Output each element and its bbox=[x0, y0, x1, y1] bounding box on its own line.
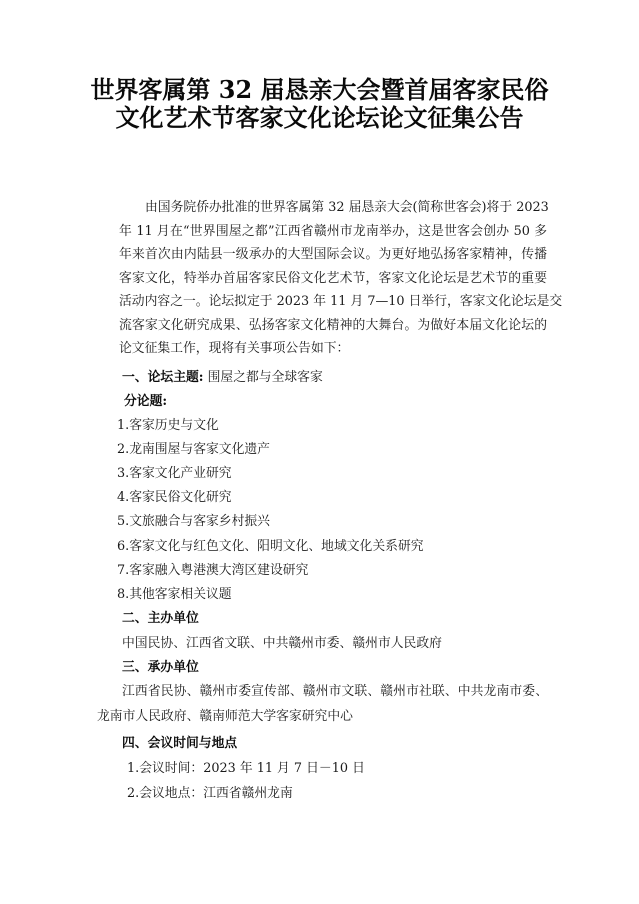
section-2-heading: 二、主办单位 bbox=[122, 611, 199, 626]
intro-line: 活动内容之一。论坛拟定于 2023 年 11 月 7—10 日举行，客家文化论坛是交 bbox=[119, 294, 563, 309]
topic-item: 4.客家民俗文化研究 bbox=[117, 490, 232, 505]
topic-item: 6.客家文化与红色文化、阳明文化、地域文化关系研究 bbox=[117, 539, 424, 554]
topic-item: 3.客家文化产业研究 bbox=[117, 466, 232, 481]
meeting-time: 1.会议时间：2023 年 11 月 7 日－10 日 bbox=[127, 761, 365, 776]
meeting-place: 2.会议地点：江西省赣州龙南 bbox=[127, 786, 293, 801]
intro-line: 论文征集工作，现将有关事项公告如下： bbox=[119, 341, 350, 356]
intro-line: 由国务院侨办批准的世界客属第 32 届恳亲大会(简称世客会)将于 2023 bbox=[145, 200, 549, 215]
section-3-heading: 三、承办单位 bbox=[122, 660, 199, 675]
intro-line: 年来首次由内陆县一级承办的大型国际会议。为更好地弘扬客家精神，传播 bbox=[119, 247, 547, 262]
topic-item: 2.龙南围屋与客家文化遗产 bbox=[117, 442, 270, 457]
document-title-line-1: 世界客属第 32 届恳亲大会暨首届客家民俗 bbox=[90, 75, 549, 104]
document-title-line-2: 文化艺术节客家文化论坛论文征集公告 bbox=[115, 103, 524, 132]
intro-line: 客家文化，特举办首届客家民俗文化艺术节，客家文化论坛是艺术节的重要 bbox=[119, 270, 547, 286]
topic-item: 7.客家融入粤港澳大湾区建设研究 bbox=[117, 563, 309, 578]
intro-line: 年 11 月在“世界围屋之都”江西省赣州市龙南举办，这是世客会创办 50 多 bbox=[119, 223, 547, 239]
section-4-heading: 四、会议时间与地点 bbox=[122, 736, 238, 751]
section-3-content-line-2: 龙南市人民政府、赣南师范大学客家研究中心 bbox=[97, 709, 353, 724]
section-2-content: 中国民协、江西省文联、中共赣州市委、赣州市人民政府 bbox=[122, 636, 442, 651]
topic-item: 5.文旅融合与客家乡村振兴 bbox=[117, 514, 270, 529]
intro-line: 流客家文化研究成果、弘扬客家文化精神的大舞台。为做好本届文化论坛的 bbox=[119, 317, 547, 333]
section-3-content-line-1: 江西省民协、赣州市委宣传部、赣州市文联、赣州市社联、中共龙南市委、 bbox=[122, 684, 548, 699]
sub-topics-heading: 分论题: bbox=[124, 394, 168, 409]
intro-paragraph bbox=[119, 196, 563, 361]
topic-item: 1.客家历史与文化 bbox=[117, 418, 219, 433]
section-1-theme: 围屋之都与全球客家 bbox=[207, 370, 323, 385]
topic-item: 8.其他客家相关议题 bbox=[117, 587, 232, 602]
section-1-heading: 一、论坛主题: bbox=[122, 370, 204, 385]
section-1-theme-row bbox=[122, 368, 323, 388]
